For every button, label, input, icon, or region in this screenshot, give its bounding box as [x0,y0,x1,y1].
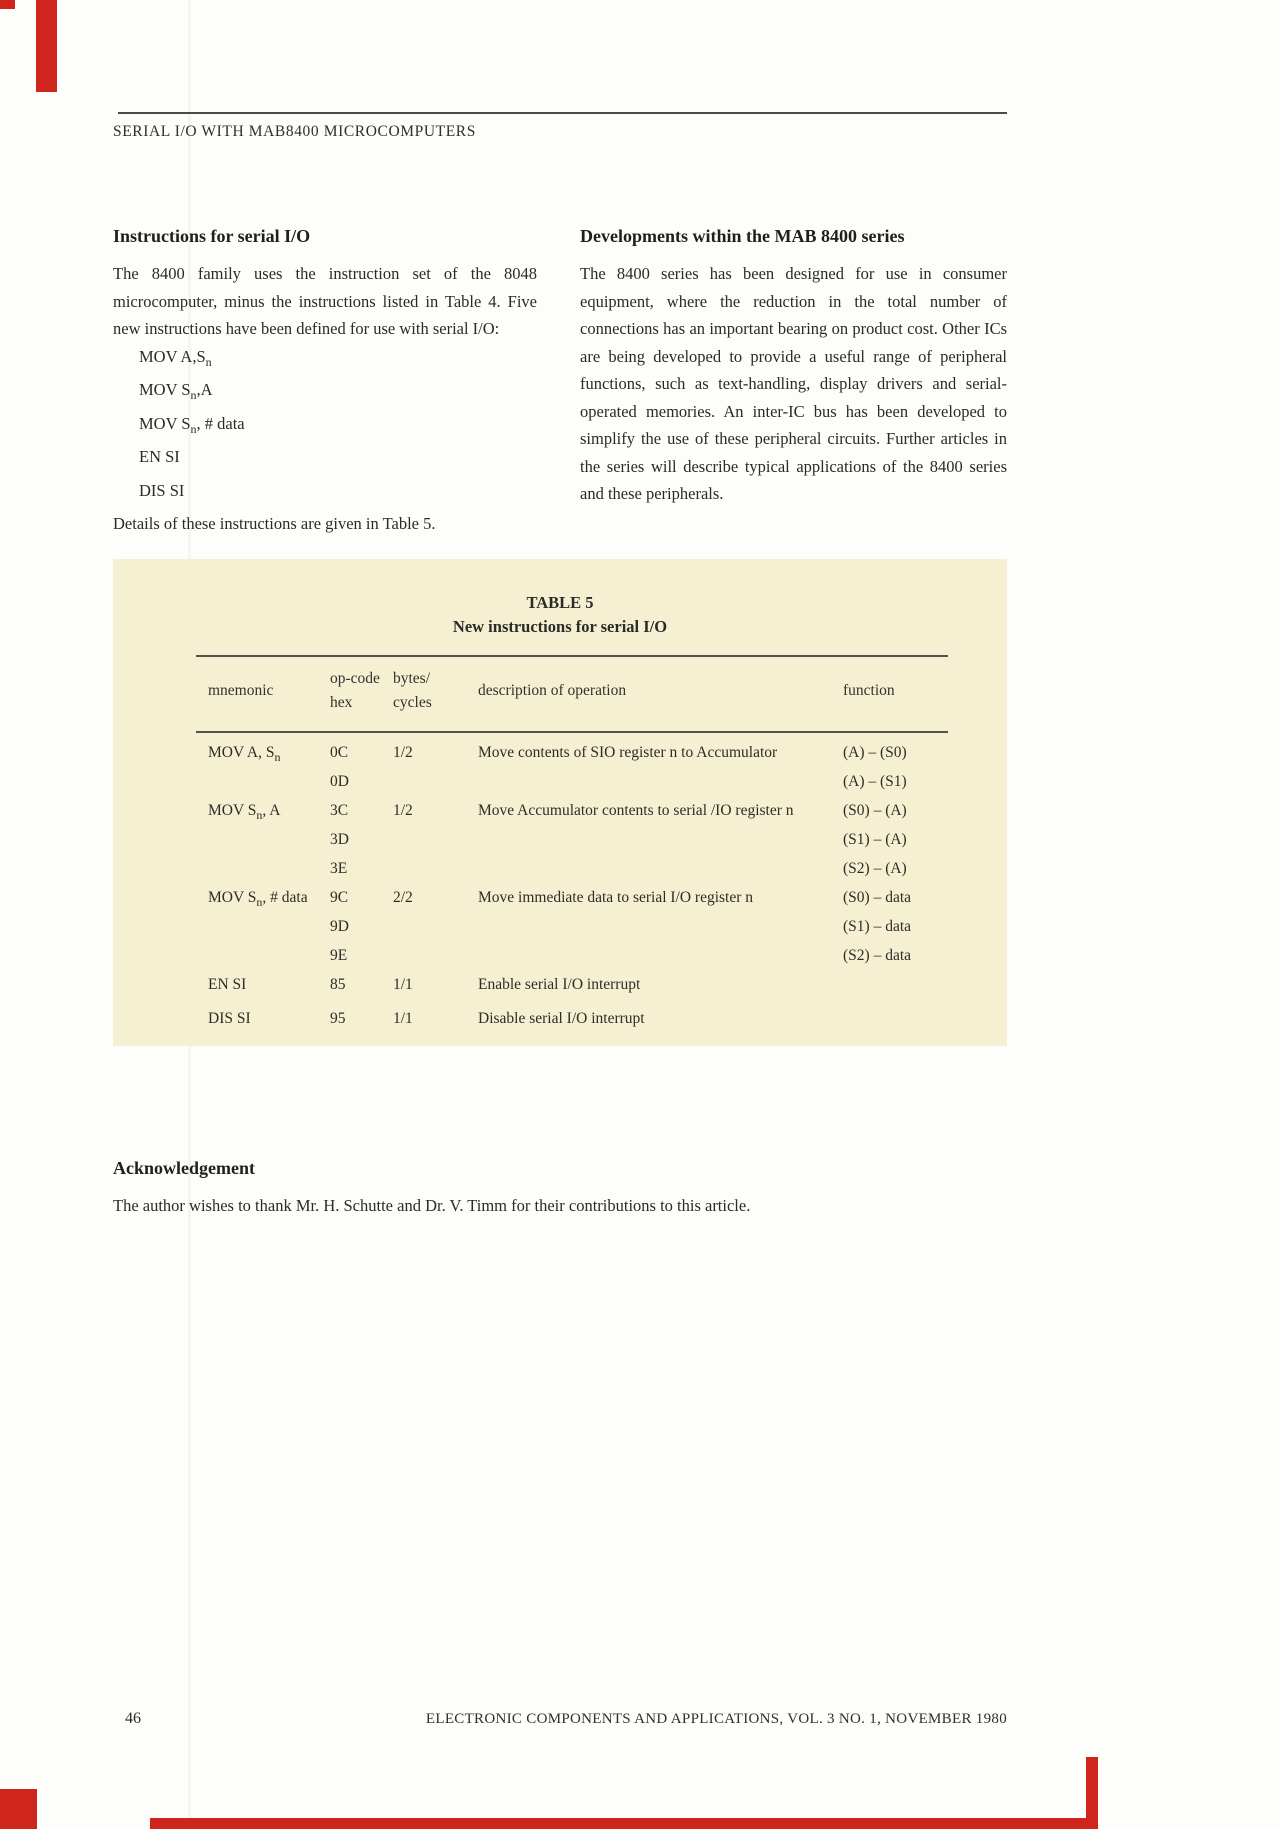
table-row: MOV $S_n$, A 3C 3D 3E 1/2 Move Accumulator contents to serial /IO register n (S0) – (A) (S1) – (A) (S2) – (A) [208,802,907,877]
column-header-bytes-cycles: bytes/ cycles [393,670,432,711]
column-header-opcode: op-code hex [330,670,380,711]
page-footer [113,1710,1007,1728]
running-head-text: SERIAL I/O WITH MAB8400 MICROCOMPUTERS [113,123,476,140]
acknowledgement-section [113,1158,1007,1219]
page-number: 46 [125,1710,141,1727]
instruction-item: EN SI [139,447,180,466]
left-paragraph-1: The 8400 family uses the instruction set of the 8048 microcomputer, minus the instructions listed in Table 4. Five new instructions have been defined for use with serial I/O: [113,264,537,338]
body-columns [113,224,1007,538]
instruction-item: DIS SI [139,480,185,500]
section-heading-developments: Developments within the MAB 8400 series [580,226,905,246]
left-column [113,224,537,538]
red-scan-artifact-bottom-strip [150,1818,1095,1829]
table-header-row [196,657,948,731]
left-paragraph-2: Details of these instructions are given in Table 5. [113,514,436,533]
red-scan-artifact-top-corner [0,0,15,9]
red-scan-artifact-bottom-right [1086,1757,1098,1829]
red-scan-artifact-bottom-left [0,1789,37,1829]
instruction-item: MOV $S_n$, # data [139,413,245,436]
column-header-description: description of operation [478,682,627,699]
red-scan-artifact-top-bar [36,0,57,92]
table-row: MOV A, $S_n$ 0C 0D 1/2 Move contents of SIO register n to Accumulator (A) – (S0) (A) – (S1) [208,744,907,790]
table-body [196,733,948,1038]
table-row: EN SI 85 1/1 Enable serial I/O interrupt [208,976,641,993]
header-rule [118,112,1007,114]
acknowledgement-heading: Acknowledgement [113,1158,255,1178]
right-column [580,224,1007,538]
acknowledgement-text: The author wishes to thank Mr. H. Schutte and Dr. V. Timm for their contributions to this article. [113,1196,751,1215]
table-title: TABLE 5 [526,593,594,612]
running-head [113,112,1007,141]
table-5 [196,655,948,1038]
journal-footer-line: ELECTRONIC COMPONENTS AND APPLICATIONS, VOL. 3 NO. 1, NOVEMBER 1980 [425,1711,1007,1727]
column-header-mnemonic: mnemonic [208,682,274,699]
instruction-item: MOV $A,S_n$ [139,346,212,369]
table-row: DIS SI 95 1/1 Disable serial I/O interrupt [208,1010,645,1027]
instruction-item: MOV $S_n,A$ [139,380,213,402]
instruction-list [113,343,537,511]
table-5-block [113,559,1007,1046]
table-subtitle: New instructions for serial I/O [452,617,668,636]
right-paragraph: The 8400 series has been designed for use in consumer equipment, where the reduction in the total number of connections has an important bearing on product cost. Other ICs are being developed to provide a useful range of peripheral functions, such as text-handling, display drivers and serial-operated memories. An inter-IC bus has been developed to simplify the use of these peripheral circuits. Further articles in the series will describe typical applications of the 8400 series and these peripherals. [580,264,1007,503]
column-header-function: function [843,682,895,699]
section-heading-instructions: Instructions for serial I/O [113,226,311,246]
table-row: MOV $S_n$, # data 9C 9D 9E 2/2 Move immediate data to serial I/O register n (S0) – data (S1) – data (S2) – data [208,889,912,964]
